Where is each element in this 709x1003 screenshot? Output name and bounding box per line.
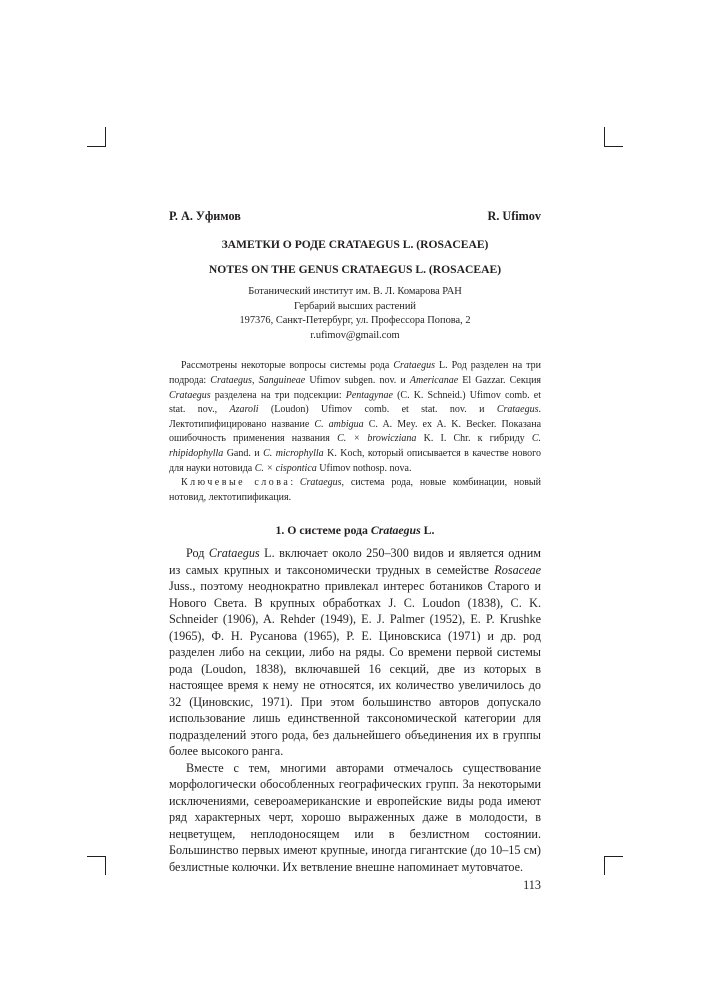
section-heading: 1. О системе рода Crataegus L. [275, 523, 435, 538]
article-title-en: NOTES ON THE GENUS CRATAEGUS L. (ROSACEAE) [208, 263, 502, 276]
crop-mark-top-left-horizontal [87, 146, 106, 147]
affiliation [169, 285, 541, 343]
paragraph-2: Вместе с тем, многими авторами отмечалось существование морфологически обособленных географических групп. За некоторыми исключениями, североамериканские и европейские виды рода имеют ряд характерных черт, хорошо выраженных даже в молодости, в нецветущем, неплодоносящем или в безлистном состоянии. Большинство первых имеют крупные, иногда гигантские (до 10–15 см) безлистные колючки. Их ветвление внешне напоминает мутовчатое. [169, 760, 541, 874]
author-email[interactable]: r.ufimov@gmail.com [310, 329, 400, 341]
affiliation-address: 197376, Санкт-Петербург, ул. Профессора Попова, 2 [239, 315, 471, 327]
crop-mark-bottom-left-horizontal [87, 856, 106, 857]
crop-mark-bottom-right-vertical [604, 856, 605, 875]
keywords: Ключевые слова: Crataegus, система рода, новые комбинации, новый нотовид, лектотипификация. [169, 477, 541, 503]
article-title-ru: ЗАМЕТКИ О РОДЕ CRATAEGUS L. (ROSACEAE) [221, 238, 489, 251]
affiliation-institute: Ботанический институт им. В. Л. Комарова РАН [248, 286, 462, 297]
crop-mark-top-right-horizontal [604, 146, 623, 147]
paragraph-1: Род Crataegus L. включает около 250–300 видов и является одним из самых крупных и таксономически трудных в семействе Rosaceae Juss., поэтому неоднократно привлекал интерес ботаников Старого и Нового Света. В крупных обработках J. C. Loudon (1838), C. K. Schneider (1906), A. Rehder (1949), E. J. Palmer (1952), E. P. Krushke (1965), Ф. Н. Русанова (1965), Р. Е. Циновскиса (1971) и др. род разделен либо на секции, либо на ряды. Со времени первой системы рода (Loudon, 1838), включавшей 16 секций, две из которых в настоящее время к нему не относятся, их количество увеличилось до 32 (Циновскис, 1971). При этом большинство авторов допускало использование лишь единственной таксономической категории для подразделений этого рода, без дальнейшего объединения их в группы более высокого ранга. [169, 546, 541, 759]
author-ru: Р. А. Уфимов [169, 209, 241, 223]
keywords-label: Ключевые слова [181, 477, 291, 489]
affiliation-herbarium: Гербарий высших растений [294, 300, 416, 312]
author-en: R. Ufimov [487, 209, 541, 223]
body-text [169, 545, 541, 875]
crop-mark-top-left-vertical [105, 127, 106, 146]
running-header [169, 209, 541, 223]
abstract [169, 359, 541, 505]
crop-mark-top-right-vertical [604, 127, 605, 146]
crop-mark-bottom-right-horizontal [604, 856, 623, 857]
article-page [169, 209, 541, 893]
abstract-text: Рассмотрены некоторые вопросы системы рода Crataegus L. Род разделен на три подрода: Crataegus, Sanguineae Ufimov subgen. nov. и Americanae El Gazzar. Секция Crataegus разделена на три подсекции: Pentagynae (C. K. Schneid.) Ufimov comb. et stat. nov., Azaroli (Loudon) Ufimov comb. et stat. nov. и Crataegus. Лектотипифицировано название C. ambigua C. A. Mey. ex A. K. Becker. Показана ошибочность применения названия C. × browicziana K. I. Chr. к гибриду C. rhipidophylla Gand. и C. microphylla K. Koch, который описывается в качестве нового для науки нотовида C. × cispontica Ufimov nothosp. nova. [169, 360, 542, 474]
crop-mark-bottom-left-vertical [105, 856, 106, 875]
page-number: 113 [523, 878, 541, 893]
